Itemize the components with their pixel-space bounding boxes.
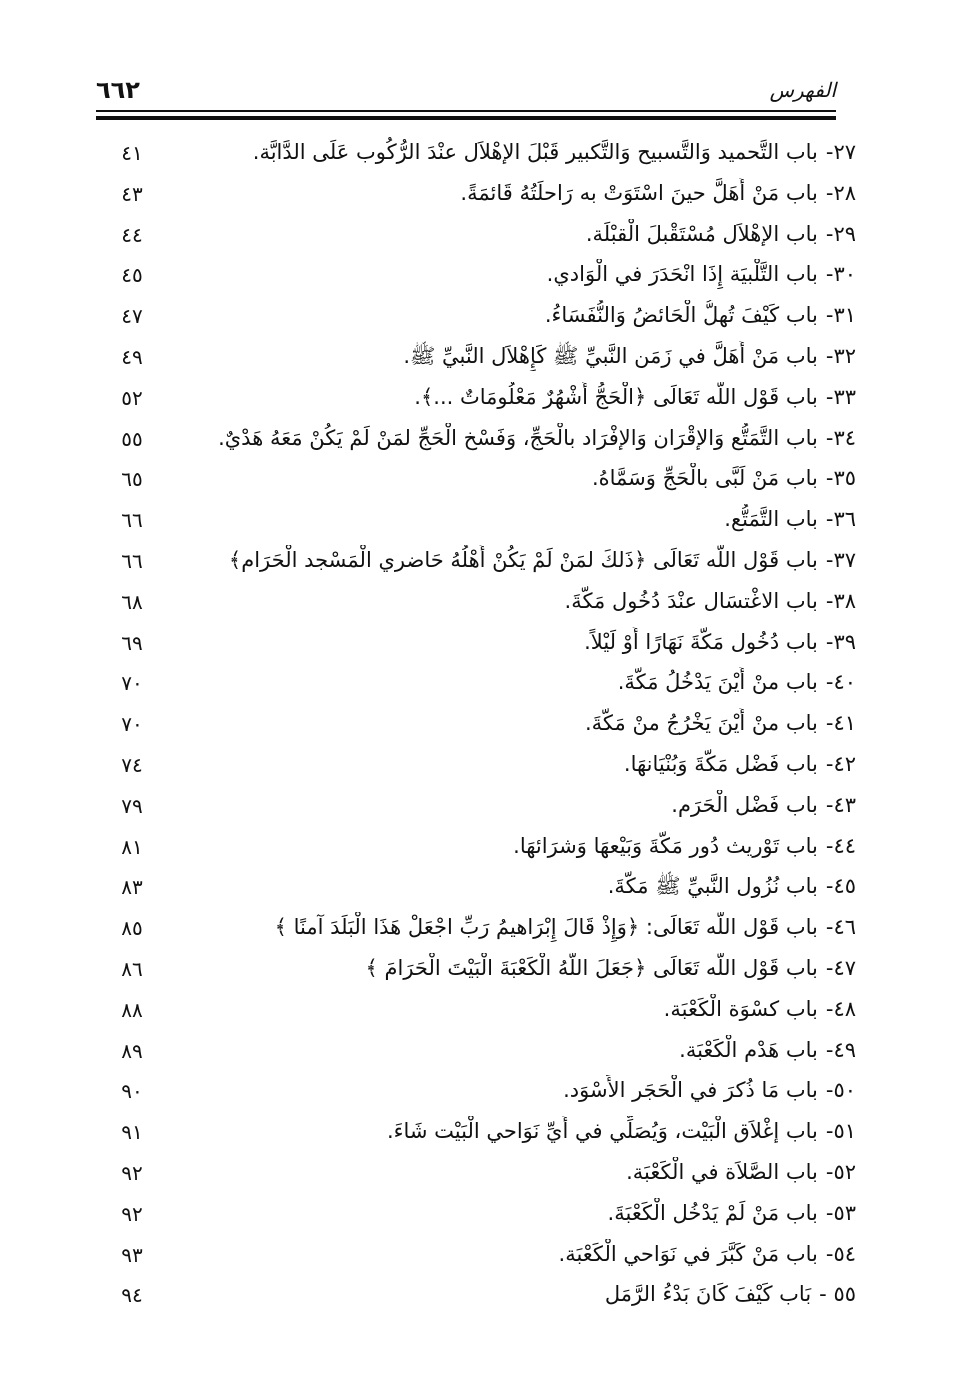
entry-page: ٥٥ — [121, 426, 143, 451]
entry-page: ٨٩ — [121, 1038, 143, 1063]
header-title: الفهرس — [769, 78, 836, 102]
index-entry — [96, 216, 856, 257]
entry-number: ٣٦- — [825, 507, 856, 532]
index-entry — [96, 379, 856, 420]
index-entry — [96, 828, 856, 869]
entry-number: ٥٤- — [825, 1241, 856, 1266]
entry-text — [196, 1239, 856, 1269]
entry-number: ٣٥- — [825, 466, 856, 491]
entry-text — [196, 341, 856, 371]
header-rule-thick — [96, 116, 836, 120]
entry-page: ٤٤ — [121, 222, 143, 247]
entry-page: ٤٧ — [121, 304, 143, 329]
entry-text — [196, 831, 856, 861]
entry-text — [196, 953, 856, 983]
entry-number: ٢٩- — [825, 221, 856, 246]
entry-page: ٦٦ — [121, 548, 143, 573]
entry-page: ٤٩ — [121, 344, 143, 369]
entry-title: باب التَّمَتُّع. — [724, 507, 818, 532]
entry-title: باب منْ أَيْنَ يَخْرُجُ منْ مَكَّةَ. — [585, 711, 818, 736]
entry-number: ٣٠- — [825, 262, 856, 287]
entry-page: ٩٠ — [121, 1079, 143, 1104]
entry-number: ٤٠- — [825, 670, 856, 695]
entry-number: ٣٨- — [825, 588, 856, 613]
index-entry — [96, 338, 856, 379]
entry-number: ٥٥ - — [819, 1282, 856, 1307]
entry-number: ٤٣- — [825, 792, 856, 817]
entry-page: ٦٥ — [121, 467, 143, 492]
entry-title: باب قَوْل اللَّه تَعَالَى: ﴿وَإِذْ قَالَ إِبْرَاهيمُ رَبِّ اجْعَلْ هَذَا الْبَلَدَ آمنًا ﴾ — [274, 915, 818, 940]
entry-text — [196, 1035, 856, 1065]
entry-text — [196, 667, 856, 697]
entry-number: ٥٠- — [825, 1078, 856, 1103]
entry-text — [196, 504, 856, 534]
index-entry — [96, 1072, 856, 1113]
entry-number: ٣٢- — [825, 343, 856, 368]
entry-page: ٩٣ — [121, 1242, 143, 1267]
entry-page: ٨١ — [121, 834, 143, 859]
entry-title: باب مَنْ لَبَّى بالْحَجِّ وَسَمَّاهُ. — [591, 466, 818, 491]
entry-number: ٤١- — [825, 711, 856, 736]
entry-text — [196, 1075, 856, 1105]
entry-text — [196, 708, 856, 738]
entry-title: باب تَوْريث دُور مَكَّةَ وَبَيْعهَا وَشرَائهَا. — [513, 833, 818, 858]
entry-title: باب فَضْل الْحَرَم. — [671, 792, 818, 817]
entry-text — [196, 1279, 856, 1309]
entry-title: باب منْ أَيْنَ يَدْخُلُ مَكَّةَ. — [617, 670, 818, 695]
index-entry — [96, 909, 856, 950]
entry-text — [196, 912, 856, 942]
entry-text — [196, 1198, 856, 1228]
index-entry — [96, 1032, 856, 1073]
entry-title: باب مَنْ أَهَلَّ حينَ اسْتَوَتْ به رَاحلَتُهُ قَائمَةً. — [460, 180, 818, 205]
entry-number: ٢٨- — [825, 180, 856, 205]
entry-text — [196, 1157, 856, 1187]
entry-page: ٤١ — [121, 141, 143, 165]
entry-title: باب الصَّلاَة في الْكَعْبَة. — [626, 1159, 818, 1184]
entry-number: ٤٥- — [825, 874, 856, 899]
entry-text — [196, 627, 856, 657]
entry-text — [196, 423, 856, 453]
entry-text — [196, 178, 856, 208]
entry-number: ٣٩- — [825, 629, 856, 654]
entry-title: باب قَوْل اللَّه تَعَالَى ﴿ذَلكَ لمَنْ لَمْ يَكُنْ أَهْلُهُ حَاضري الْمَسْجد الْحَرَام﴾ — [228, 547, 818, 572]
entry-title: باب قَوْل اللَّه تَعَالَى ﴿جَعَلَ اللَّهُ الْكَعْبَةَ الْبَيْتَ الْحَرَامَ ﴾ — [365, 955, 818, 980]
entry-page: ٦٨ — [121, 589, 143, 614]
entry-page: ٤٣ — [121, 181, 143, 206]
index-entry — [96, 787, 856, 828]
entry-page: ٩١ — [121, 1120, 143, 1145]
index-entry — [96, 705, 856, 746]
entry-number: ٤٢- — [825, 751, 856, 776]
entry-text — [196, 137, 856, 167]
entry-number: ٢٧- — [825, 140, 856, 164]
index-entry — [96, 175, 856, 216]
index-entry — [96, 420, 856, 461]
index-entry — [96, 950, 856, 991]
entry-page: ٧٩ — [121, 793, 143, 818]
header-page-number: ٦٦٢ — [96, 76, 140, 104]
entry-text — [196, 749, 856, 779]
entry-title: باب كَيْفَ تُهلُّ الْحَائضُ وَالنُّفَسَاءُ. — [544, 303, 818, 328]
entry-text — [196, 545, 856, 575]
entry-title: باب قَوْل اللَّه تَعَالَى ﴿الْحَجُّ أَشْهُرٌ مَعْلُومَاتٌ ...﴾. — [414, 384, 818, 409]
entry-title: باب نُزُول النَّبيِّ ﷺ مَكَّةَ. — [607, 874, 818, 899]
entry-text — [196, 300, 856, 330]
entry-number: ٣٤- — [825, 425, 856, 450]
entry-title: باب مَنْ أَهَلَّ في زَمَن النَّبيِّ ﷺ كَإِهْلاَل النَّبيِّ ﷺ. — [403, 343, 818, 368]
index-entry — [96, 297, 856, 338]
index-entry — [96, 868, 856, 909]
entry-number: ٤٦- — [825, 915, 856, 940]
entry-page: ٩٤ — [121, 1283, 143, 1308]
entry-page: ٩٢ — [121, 1160, 143, 1185]
index-entry — [96, 664, 856, 705]
index-entry — [96, 1195, 856, 1236]
index-entry — [96, 1113, 856, 1154]
entry-title: بَاب كَيْفَ كَانَ بَدْءُ الرَّمَل — [604, 1282, 812, 1307]
index-list — [96, 134, 856, 1317]
index-entry — [96, 501, 856, 542]
entry-number: ٥٣- — [825, 1200, 856, 1225]
entry-number: ٤٧- — [825, 955, 856, 980]
entry-title: باب التَّمَتُّع وَالإقْرَان وَالإفْرَاد بالْحَجِّ، وَفَسْخ الْحَجِّ لمَنْ لَمْ يَكُنْ مَعَهُ هَدْيٌ. — [218, 425, 818, 450]
entry-title: باب فَضْل مَكَّةَ وَبُنْيَانهَا. — [623, 751, 818, 776]
entry-number: ٣٣- — [825, 384, 856, 409]
entry-text — [196, 259, 856, 289]
entry-title: باب الاغْتسَال عنْدَ دُخُول مَكَّةَ. — [564, 588, 818, 613]
entry-number: ٤٨- — [825, 996, 856, 1021]
entry-page: ٨٥ — [121, 916, 143, 941]
index-entry — [96, 542, 856, 583]
entry-title: باب التَّلْبيَة إِذَا انْحَدَرَ في الْوَادي. — [546, 262, 818, 287]
index-entry — [96, 991, 856, 1032]
entry-number: ٥٢- — [825, 1159, 856, 1184]
entry-number: ٣٧- — [825, 547, 856, 572]
entry-text — [196, 1116, 856, 1146]
entry-title: باب مَا ذُكرَ في الْحَجَر الأَسْوَد. — [563, 1078, 818, 1103]
entry-text — [196, 586, 856, 616]
entry-title: باب كسْوَة الْكَعْبَة. — [663, 996, 818, 1021]
entry-title: باب التَّحميد وَالتَّسبيح وَالتَّكبير قَبْلَ الإهْلاَل عنْدَ الرُّكُوب عَلَى الدَّابَّة. — [252, 140, 818, 164]
entry-page: ٤٥ — [121, 263, 143, 288]
entry-title: باب الإهْلاَل مُسْتَقْبلَ الْقبْلَة. — [585, 221, 818, 246]
entry-page: ٩٢ — [121, 1201, 143, 1226]
index-entry — [96, 583, 856, 624]
index-entry — [96, 256, 856, 297]
entry-title: باب مَنْ لَمْ يَدْخُل الْكَعْبَةَ. — [607, 1200, 818, 1225]
entry-text — [196, 871, 856, 901]
entry-page: ٨٨ — [121, 997, 143, 1022]
index-entry — [96, 134, 856, 175]
index-entry — [96, 460, 856, 501]
entry-number: ٥١- — [825, 1119, 856, 1144]
index-entry — [96, 1276, 856, 1317]
header-rule-thin — [96, 110, 836, 112]
entry-text — [196, 463, 856, 493]
entry-text — [196, 219, 856, 249]
entry-page: ٧٠ — [121, 671, 143, 696]
entry-page: ٧٠ — [121, 712, 143, 737]
entry-title: باب مَنْ كَبَّرَ في نَوَاحي الْكَعْبَة. — [558, 1241, 818, 1266]
entry-number: ٤٩- — [825, 1037, 856, 1062]
index-entry — [96, 746, 856, 787]
entry-text — [196, 382, 856, 412]
index-entry — [96, 1236, 856, 1277]
entry-page: ٦٩ — [121, 630, 143, 655]
entry-number: ٣١- — [825, 303, 856, 328]
index-entry — [96, 1154, 856, 1195]
index-entry — [96, 624, 856, 665]
entry-page: ٨٣ — [121, 875, 143, 900]
entry-title: باب دُخُول مَكَّةَ نَهَارًا أَوْ لَيْلاً. — [584, 629, 818, 654]
entry-text — [196, 790, 856, 820]
entry-page: ٦٦ — [121, 508, 143, 533]
entry-page: ٥٢ — [121, 385, 143, 410]
entry-page: ٨٦ — [121, 956, 143, 981]
entry-title: باب هَدْم الْكَعْبَة. — [679, 1037, 818, 1062]
entry-title: باب إغْلاَق الْبَيْت، وَيُصَلِّي في أَيِّ نَوَاحي الْبَيْت شَاءَ. — [386, 1119, 818, 1144]
entry-text — [196, 994, 856, 1024]
entry-number: ٤٤- — [825, 833, 856, 858]
entry-page: ٧٤ — [121, 752, 143, 777]
running-header — [96, 76, 836, 108]
